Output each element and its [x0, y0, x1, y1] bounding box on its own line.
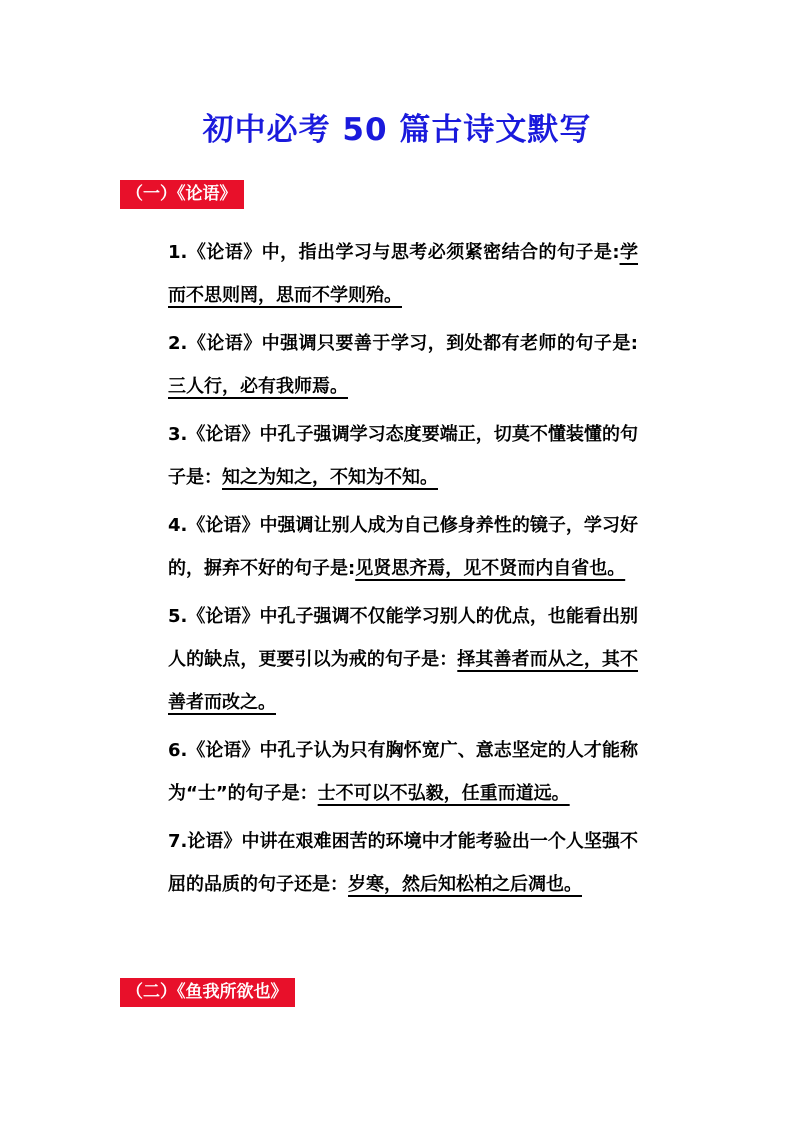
answer-text: 学而不思则罔，思而不学则殆。	[168, 242, 639, 306]
question-item	[168, 413, 638, 499]
question-text: 6.《论语》中孔子认为只有胸怀宽广、意志坚定的人才能称为“士”的句子是：	[168, 740, 638, 804]
question-item	[168, 729, 638, 815]
question-list	[168, 231, 638, 911]
question-text: 7.论语》中讲在艰难困苦的环境中才能考验出一个人坚强不屈的品质的句子还是：	[168, 831, 638, 895]
question-text: 2.《论语》中强调只要善于学习，到处都有老师的句子是:	[168, 333, 638, 354]
question-item	[168, 504, 638, 590]
section-heading-lunyu: （一）《论语》	[120, 180, 244, 209]
question-text: 4.《论语》中强调让别人成为自己修身养性的镜子，学习好的，摒弃不好的句子是:	[168, 515, 638, 579]
question-text: 5.《论语》中孔子强调不仅能学习别人的优点，也能看出别人的缺点，更要引以为戒的句子是：	[168, 606, 638, 670]
question-item	[168, 595, 638, 724]
question-item	[168, 231, 638, 317]
answer-text: 三人行，必有我师焉。	[168, 376, 348, 397]
answer-text: 知之为知之，不知为不知。	[222, 467, 438, 488]
answer-text: 见贤思齐焉，见不贤而内自省也。	[355, 558, 626, 579]
answer-text: 择其善者而从之，其不善者而改之。	[168, 649, 639, 713]
answer-text: 士不可以不弘毅，任重而道远。	[317, 783, 570, 804]
answer-text: 岁寒，然后知松柏之后凋也。	[348, 874, 582, 895]
section-heading-yuwosuoyuye: （二）《鱼我所欲也》	[120, 978, 295, 1007]
question-item	[168, 322, 638, 408]
question-text: 1.《论语》中，指出学习与思考必须紧密结合的句子是:	[168, 242, 620, 263]
question-text: 3.《论语》中孔子强调学习态度要端正，切莫不懂装懂的句子是：	[168, 424, 638, 488]
question-item	[168, 820, 638, 906]
document-title: 初中必考 50 篇古诗文默写	[202, 112, 592, 148]
